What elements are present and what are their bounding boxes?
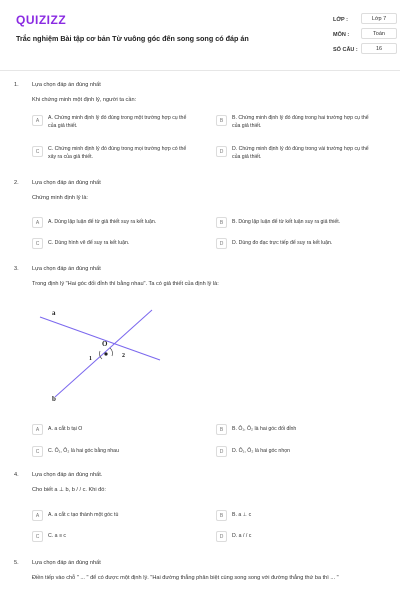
option-text: D. a / / c bbox=[232, 533, 252, 539]
question-text: Điền tiếp vào chỗ " ... " để có được một định lý. "Hai đường thẳng phân biệt cùng song song với đường thẳng thứ ba thì ... " bbox=[32, 575, 339, 581]
option-letter: D bbox=[216, 446, 227, 457]
option-letter: C bbox=[32, 238, 43, 249]
option-text: A. a cắt b tại O bbox=[48, 426, 83, 432]
meta-question-count-label: SỐ CÂU : bbox=[333, 47, 358, 53]
option-text: A. Dùng lập luận để từ giả thiết suy ra kết luận. bbox=[48, 219, 157, 225]
answer-option-d[interactable] bbox=[216, 446, 381, 458]
question-number: 2. bbox=[14, 180, 19, 186]
question-text: Khi chứng minh một định lý, người ta cần: bbox=[32, 97, 137, 103]
question-text: Trong định lý "Hai góc đối đỉnh thì bằng nhau". Ta có giả thiết của định lý là: bbox=[32, 281, 219, 287]
answer-option-b[interactable] bbox=[216, 510, 381, 522]
option-letter: C bbox=[32, 146, 43, 157]
option-text: B. Chứng minh định lý đó đúng trong hai trường hợp cụ thể của giả thiết. bbox=[232, 115, 369, 129]
header bbox=[0, 0, 400, 74]
meta-question-count-value: 16 bbox=[361, 43, 397, 54]
option-letter: C bbox=[32, 446, 43, 457]
point-o bbox=[104, 352, 107, 355]
option-letter: A bbox=[32, 217, 43, 228]
option-letter: A bbox=[32, 424, 43, 435]
label-angle-1: 1 bbox=[89, 356, 92, 362]
answer-option-a[interactable] bbox=[32, 424, 197, 436]
option-text: C. Ô₁, Ô₂ là hai góc bằng nhau bbox=[48, 448, 119, 454]
option-text: D. Chứng minh định lý đó đúng trong vài trường hợp cụ thể của giả thiết. bbox=[232, 146, 369, 160]
option-letter: A bbox=[32, 115, 43, 126]
option-text: B. a ⊥ c bbox=[232, 512, 252, 518]
option-text: C. Chứng minh định lý đó đúng trong mọi trường hợp có thể xảy ra của giả thiết. bbox=[48, 146, 187, 160]
question-number: 4. bbox=[14, 472, 19, 478]
answer-option-c[interactable] bbox=[32, 531, 197, 543]
answer-option-c[interactable] bbox=[32, 446, 197, 458]
option-text: C. Dùng hình vẽ để suy ra kết luận. bbox=[48, 240, 130, 246]
question-text: Chứng minh định lý là: bbox=[32, 195, 88, 201]
label-a: a bbox=[52, 309, 56, 317]
question-type: Lựa chọn đáp án đúng nhất bbox=[32, 180, 101, 186]
line-a bbox=[40, 317, 160, 360]
meta-grade-value: Lớp 7 bbox=[361, 13, 397, 24]
option-letter: A bbox=[32, 510, 43, 521]
option-letter: C bbox=[32, 531, 43, 542]
quizizz-logo: QUIZIZZ bbox=[16, 13, 67, 27]
label-o: O bbox=[102, 340, 108, 348]
option-text: B. Dùng lập luận để từ kết luận suy ra giả thiết. bbox=[232, 219, 341, 225]
question-type: Lựa chọn đáp án đúng nhất bbox=[32, 560, 101, 566]
label-b: b bbox=[52, 395, 56, 403]
option-letter: B bbox=[216, 217, 227, 228]
header-divider bbox=[0, 70, 400, 71]
page-title: Trắc nghiệm Bài tập cơ bản Từ vuông góc đến song song có đáp án bbox=[16, 34, 249, 43]
option-text: C. a ≡ c bbox=[48, 533, 67, 539]
question-text: Cho biết a ⊥ b, b / / c. Khi đó: bbox=[32, 487, 106, 493]
question-number: 1. bbox=[14, 82, 19, 88]
meta-subject-value: Toán bbox=[361, 28, 397, 39]
option-text: D. Ô₁, Ô₂ là hai góc nhọn bbox=[232, 448, 290, 454]
option-letter: D bbox=[216, 146, 227, 157]
option-letter: B bbox=[216, 115, 227, 126]
option-letter: D bbox=[216, 238, 227, 249]
answer-option-d[interactable] bbox=[216, 531, 381, 543]
label-angle-2: 2 bbox=[122, 353, 125, 359]
option-letter: B bbox=[216, 424, 227, 435]
question-number: 5. bbox=[14, 560, 19, 566]
answer-option-d[interactable] bbox=[216, 146, 381, 166]
question-type: Lựa chọn đáp án đúng nhất bbox=[32, 82, 101, 88]
option-text: D. Dùng đo đạc trực tiếp để suy ra kết luận. bbox=[232, 240, 333, 246]
answer-option-c[interactable] bbox=[32, 238, 197, 250]
answer-option-a[interactable] bbox=[32, 115, 197, 135]
answer-option-b[interactable] bbox=[216, 115, 381, 135]
option-text: A. Chứng minh định lý đó đúng trong một trường hợp cụ thể của giả thiết. bbox=[48, 115, 187, 129]
option-letter: D bbox=[216, 531, 227, 542]
question-type: Lựa chọn đáp án đúng nhất bbox=[32, 266, 101, 272]
answer-option-b[interactable] bbox=[216, 424, 381, 436]
question-number: 3. bbox=[14, 266, 19, 272]
meta-grade-label: LỚP : bbox=[333, 17, 348, 23]
answer-option-b[interactable] bbox=[216, 217, 381, 229]
option-text: B. Ô₁, Ô₂ là hai góc đối đỉnh bbox=[232, 426, 297, 432]
intersecting-lines-figure bbox=[30, 305, 170, 405]
option-text: A. a cắt c tạo thành một góc tù bbox=[48, 512, 119, 518]
meta-subject-label: MÔN : bbox=[333, 32, 350, 38]
question-type: Lựa chọn đáp án đúng nhất. bbox=[32, 472, 103, 478]
answer-option-d[interactable] bbox=[216, 238, 381, 250]
answer-option-a[interactable] bbox=[32, 510, 197, 522]
answer-option-c[interactable] bbox=[32, 146, 197, 166]
answer-option-a[interactable] bbox=[32, 217, 197, 229]
option-letter: B bbox=[216, 510, 227, 521]
line-b bbox=[55, 310, 152, 397]
angle-2-arc bbox=[110, 348, 113, 356]
